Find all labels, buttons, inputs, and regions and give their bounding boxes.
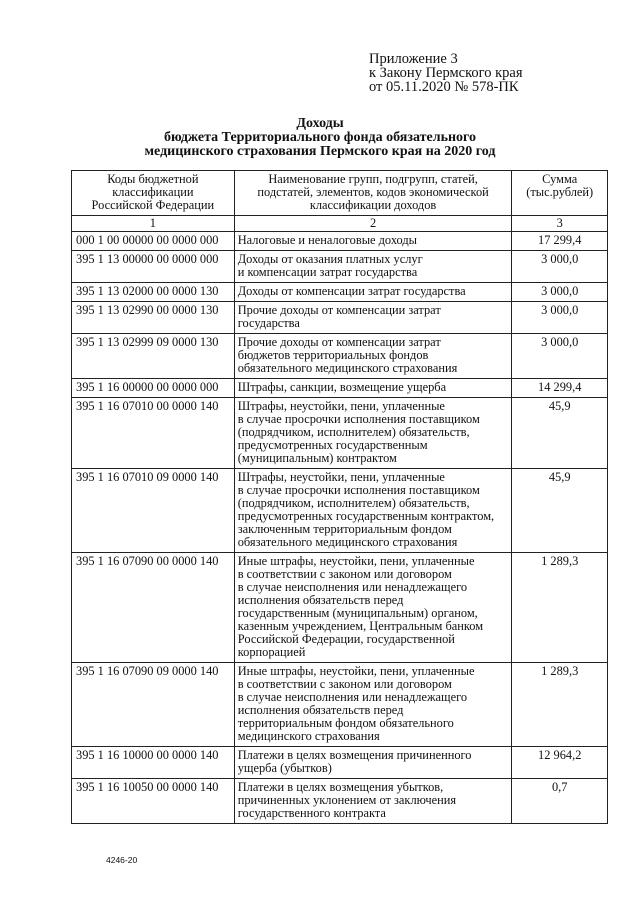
document-title: [0, 117, 640, 159]
revenue-table: [71, 170, 608, 824]
revenue-name-line: Платежи в целях возмещения убытков,: [237, 780, 444, 794]
table-row: [72, 283, 608, 302]
title-line-1: Доходы: [296, 116, 344, 131]
title-line-3: медицинского страхования Пермского края на 2020 год: [144, 144, 496, 159]
revenue-name-line: (подрядчиком, исполнителем) обязательств,: [237, 425, 470, 439]
revenue-name-line: в случае неисполнения или ненадлежащего: [237, 690, 468, 704]
amount-cell: 3 000,0: [512, 251, 608, 283]
revenue-name-cell: [234, 334, 512, 379]
annex-header: [369, 52, 523, 94]
table-row: [72, 334, 608, 379]
revenue-name-line: Доходы от оказания платных услуг: [237, 252, 423, 266]
revenue-name-cell: [234, 379, 512, 398]
column-number: 1: [72, 216, 235, 232]
revenue-name-line: ущерба (убытков): [237, 761, 332, 775]
table-row: [72, 663, 608, 747]
budget-code-cell: 395 1 13 02999 09 0000 130: [72, 334, 235, 379]
revenue-name-line: исполнения обязательств перед: [237, 593, 404, 607]
budget-code-cell: 395 1 16 07010 00 0000 140: [72, 398, 235, 469]
table-row: [72, 302, 608, 334]
revenue-name-cell: [234, 779, 512, 824]
budget-code-cell: 395 1 13 02990 00 0000 130: [72, 302, 235, 334]
header-names: Наименование групп, подгрупп, статей, подстатей, элементов, кодов экономической классификации доходов: [234, 171, 512, 216]
revenue-name-line: в соответствии с законом или договором: [237, 677, 452, 691]
revenue-name-line: в случае просрочки исполнения поставщиком: [237, 412, 480, 426]
amount-cell: 1 289,3: [512, 663, 608, 747]
budget-code-cell: 000 1 00 00000 00 0000 000: [72, 232, 235, 251]
table-row: [72, 553, 608, 663]
amount-cell: 17 299,4: [512, 232, 608, 251]
title-line-2: бюджета Территориального фонда обязательного: [163, 130, 477, 145]
revenue-name-cell: [234, 663, 512, 747]
column-number: 3: [512, 216, 608, 232]
revenue-name-line: исполнения обязательств перед: [237, 703, 404, 717]
revenue-name-line: (подрядчиком, исполнителем) обязательств,: [237, 496, 470, 510]
revenue-name-line: Российской Федерации, государственной: [237, 632, 455, 646]
annex-line-2: к Закону Пермского края: [369, 65, 523, 81]
amount-cell: 12 964,2: [512, 747, 608, 779]
revenue-name-line: территориальным фондом обязательного: [237, 716, 454, 730]
header-amount: Сумма (тыс.рублей): [512, 171, 608, 216]
table-row: [72, 251, 608, 283]
budget-code-cell: 395 1 16 10050 00 0000 140: [72, 779, 235, 824]
revenue-name-line: и компенсации затрат государства: [237, 265, 418, 279]
amount-cell: 0,7: [512, 779, 608, 824]
revenue-name-line: Доходы от компенсации затрат государства: [237, 284, 466, 298]
budget-code-cell: 395 1 16 07090 09 0000 140: [72, 663, 235, 747]
table-row: [72, 379, 608, 398]
budget-code-cell: 395 1 16 07010 09 0000 140: [72, 469, 235, 553]
annex-line-1: Приложение 3: [369, 51, 458, 67]
revenue-name-line: корпорацией: [237, 645, 306, 659]
revenue-name-line: Штрафы, санкции, возмещение ущерба: [237, 380, 447, 394]
revenue-name-cell: [234, 398, 512, 469]
revenue-name-line: Штрафы, неустойки, пени, уплаченные: [237, 470, 445, 484]
amount-cell: 45,9: [512, 469, 608, 553]
revenue-name-line: заключенным территориальным фондом: [237, 522, 452, 536]
revenue-name-line: Иные штрафы, неустойки, пени, уплаченные: [237, 664, 475, 678]
revenue-name-line: Прочие доходы от компенсации затрат: [237, 335, 441, 349]
revenue-name-line: государства: [237, 316, 300, 330]
revenue-name-cell: [234, 232, 512, 251]
revenue-name-cell: [234, 553, 512, 663]
revenue-name-line: бюджетов территориальных фондов: [237, 348, 429, 362]
revenue-name-cell: [234, 469, 512, 553]
revenue-name-cell: [234, 302, 512, 334]
amount-cell: 1 289,3: [512, 553, 608, 663]
revenue-name-line: причиненных уклонением от заключения: [237, 793, 457, 807]
budget-code-cell: 395 1 16 00000 00 0000 000: [72, 379, 235, 398]
budget-code-cell: 395 1 16 07090 00 0000 140: [72, 553, 235, 663]
table-body: [72, 232, 608, 824]
column-number: 2: [234, 216, 512, 232]
revenue-name-cell: [234, 283, 512, 302]
table-row: [72, 398, 608, 469]
document-number: 4246-20: [106, 855, 138, 865]
revenue-name-line: казенным учреждением, Центральным банком: [237, 619, 484, 633]
revenue-name-line: в случае неисполнения или ненадлежащего: [237, 580, 468, 594]
revenue-name-line: медицинского страхования: [237, 729, 380, 743]
table-header-row: [72, 171, 608, 216]
table-row: [72, 469, 608, 553]
revenue-name-line: государственным (муниципальным) органом,: [237, 606, 478, 620]
revenue-name-line: Платежи в целях возмещения причиненного: [237, 748, 472, 762]
amount-cell: 3 000,0: [512, 302, 608, 334]
budget-code-cell: 395 1 13 00000 00 0000 000: [72, 251, 235, 283]
revenue-name-line: государственного контракта: [237, 806, 386, 820]
budget-code-cell: 395 1 16 10000 00 0000 140: [72, 747, 235, 779]
revenue-name-line: (муниципальным) контрактом: [237, 451, 397, 465]
revenue-name-line: предусмотренных государственным: [237, 438, 428, 452]
revenue-name-line: Прочие доходы от компенсации затрат: [237, 303, 441, 317]
revenue-name-line: обязательного медицинского страхования: [237, 535, 458, 549]
budget-code-cell: 395 1 13 02000 00 0000 130: [72, 283, 235, 302]
revenue-name-line: Штрафы, неустойки, пени, уплаченные: [237, 399, 445, 413]
revenue-name-cell: [234, 251, 512, 283]
amount-cell: 3 000,0: [512, 334, 608, 379]
revenue-name-line: в случае просрочки исполнения поставщиком: [237, 483, 480, 497]
revenue-name-line: Налоговые и неналоговые доходы: [237, 233, 418, 247]
revenue-name-line: обязательного медицинского страхования: [237, 361, 458, 375]
column-number-row: [72, 216, 608, 232]
revenue-name-line: Иные штрафы, неустойки, пени, уплаченные: [237, 554, 475, 568]
amount-cell: 14 299,4: [512, 379, 608, 398]
annex-line-3: от 05.11.2020 № 578-ПК: [369, 79, 519, 95]
revenue-name-line: в соответствии с законом или договором: [237, 567, 452, 581]
amount-cell: 45,9: [512, 398, 608, 469]
revenue-name-cell: [234, 747, 512, 779]
table-row: [72, 232, 608, 251]
table-row: [72, 747, 608, 779]
header-codes: Коды бюджетной классификации Российской Федерации: [72, 171, 235, 216]
table-row: [72, 779, 608, 824]
revenue-name-line: предусмотренных государственным контрактом,: [237, 509, 495, 523]
amount-cell: 3 000,0: [512, 283, 608, 302]
